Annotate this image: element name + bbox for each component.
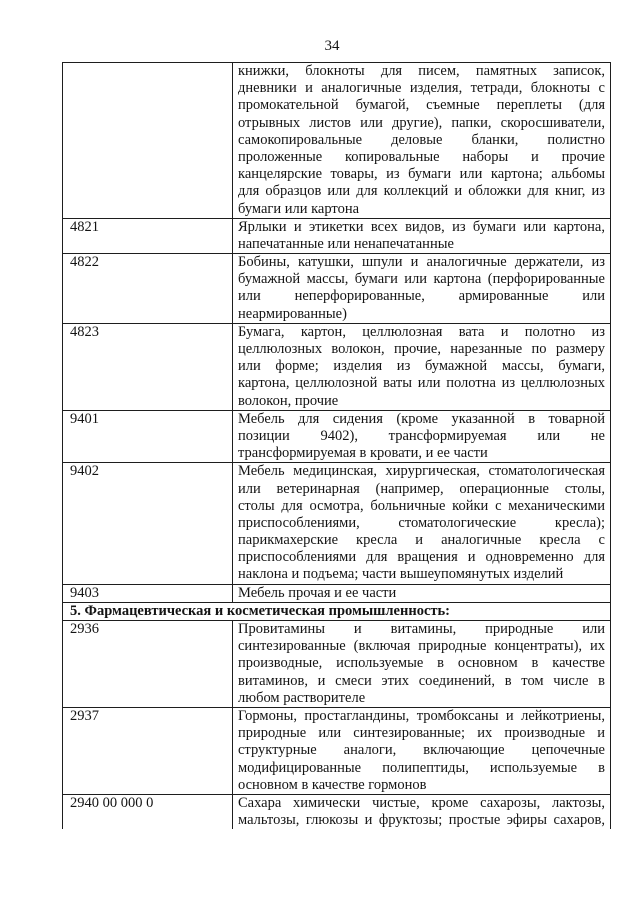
description-line: волокон, прочие — [238, 392, 339, 409]
goods-code-table-body — [63, 63, 611, 830]
description-cell — [233, 218, 611, 253]
description-line: природные или синтезированные; их производные и — [238, 725, 605, 742]
description-cell — [233, 794, 611, 829]
table-row — [63, 463, 611, 584]
description-line: Бобины, катушки, шпули и аналогичные держатели, из — [238, 254, 605, 271]
description-line: дневники и аналогичные изделия, тетради, блокноты с — [238, 80, 605, 97]
description-line: для образцов или для коллекций и обложки для книг, из — [238, 183, 605, 200]
description-line: канцелярские товары, из бумаги или картона; альбомы — [238, 166, 605, 183]
description-cell — [233, 254, 611, 324]
description-cell — [233, 584, 611, 602]
description-line: трансформируемая в кровати, и ее части — [238, 445, 488, 462]
code-cell: 2937 — [63, 707, 233, 794]
description-cell — [233, 63, 611, 219]
description-line: или неперфорированные, армированные или — [238, 288, 605, 305]
description-line: неармированные) — [238, 305, 347, 322]
description-line: модифицированные полипептиды, используемые в — [238, 759, 605, 776]
description-line: Провитамины и витамины, природные или — [238, 621, 605, 638]
description-line: наклона и подъема; части вышеупомянутых изделий — [238, 566, 564, 583]
goods-code-table — [62, 62, 611, 829]
description-line: напечатанные или ненапечатанные — [238, 235, 454, 252]
table-row — [63, 410, 611, 463]
code-cell — [63, 63, 233, 219]
description-cell — [233, 323, 611, 410]
description-line: целлюлозных волокон, прочие, нарезанные по размеру — [238, 341, 605, 357]
table-row — [63, 254, 611, 324]
code-cell: 4823 — [63, 323, 233, 410]
code-cell: 2936 — [63, 621, 233, 708]
code-cell: 9402 — [63, 463, 233, 584]
description-line: самокопировальные деловые бланки, полистно — [238, 131, 605, 148]
description-line: столы для осмотра, больничные койки с механическими — [238, 497, 605, 514]
description-line: картона, целлюлозной ваты или полотна из целлюлозных — [238, 375, 605, 392]
code-cell: 4821 — [63, 218, 233, 253]
page-number: 34 — [324, 38, 340, 54]
table-row — [63, 323, 611, 410]
section-heading-row — [63, 602, 611, 620]
description-cell — [233, 707, 611, 794]
table-row — [63, 707, 611, 794]
description-line: основном в качестве гормонов — [238, 776, 427, 793]
code-cell: 9401 — [63, 410, 233, 463]
description-line: приспособлениями, стоматологические кресла); — [238, 514, 605, 531]
description-cell — [233, 410, 611, 463]
description-line: Бумага, картон, целлюлозная вата и полотно из — [238, 323, 605, 340]
table-row — [63, 621, 611, 708]
description-line: Гормоны, простагландины, тромбоксаны и лейкотриены, — [238, 707, 605, 724]
description-cell — [233, 463, 611, 584]
code-cell: 9403 — [63, 584, 233, 602]
description-line: книжки, блокноты для писем, памятных записок, — [238, 63, 605, 79]
description-line: проложенные копировальные наборы и прочие — [238, 148, 605, 165]
description-line: Мебель для сидения (кроме указанной в товарной — [238, 410, 605, 427]
description-line: производные, используемые в основном в качестве — [238, 655, 605, 672]
table-row — [63, 584, 611, 602]
description-line: Мебель медицинская, хирургическая, стоматологическая — [238, 463, 605, 480]
code-cell: 4822 — [63, 254, 233, 324]
description-line: бумажной массы, бумаги или картона (перфорированные — [238, 271, 605, 288]
description-line: бумаги или картона — [238, 200, 360, 217]
description-line: витаминов, и смеси этих соединений, в том числе в — [238, 672, 605, 689]
description-line: позиции 9402), трансформируемая или не — [238, 427, 605, 444]
table-row — [63, 63, 611, 219]
table-row — [63, 218, 611, 253]
description-cell — [233, 621, 611, 708]
description-line: Сахара химически чистые, кроме сахарозы, лактозы, — [238, 794, 605, 811]
description-line: промокательной бумагой, съемные переплеты (для — [238, 97, 605, 114]
description-line: отрывных листов или другие), папки, скоросшиватели, — [238, 114, 605, 131]
description-line: или форме; изделия из бумажной массы, бумаги, — [238, 358, 605, 375]
description-line: Мебель прочая и ее части — [238, 584, 397, 601]
description-line: приспособлениями для вращения и одновременно для — [238, 549, 605, 566]
code-cell: 2940 00 000 0 — [63, 794, 233, 829]
description-line: мальтозы, глюкозы и фруктозы; простые эфиры сахаров, — [238, 812, 605, 829]
description-line: парикмахерские кресла и аналогичные кресла с — [238, 532, 605, 549]
description-line: структурные аналоги, включающие цепочечные — [238, 742, 605, 759]
section-heading: 5. Фармацевтическая и косметическая промышленность: — [63, 602, 611, 620]
table-row — [63, 794, 611, 829]
description-line: Ярлыки и этикетки всех видов, из бумаги или картона, — [238, 218, 605, 235]
description-line: или ветеринарная (например, операционные столы, — [238, 480, 605, 497]
description-line: синтезированные (включая природные концентраты), их — [238, 638, 605, 655]
description-line: любом растворителе — [238, 689, 366, 706]
